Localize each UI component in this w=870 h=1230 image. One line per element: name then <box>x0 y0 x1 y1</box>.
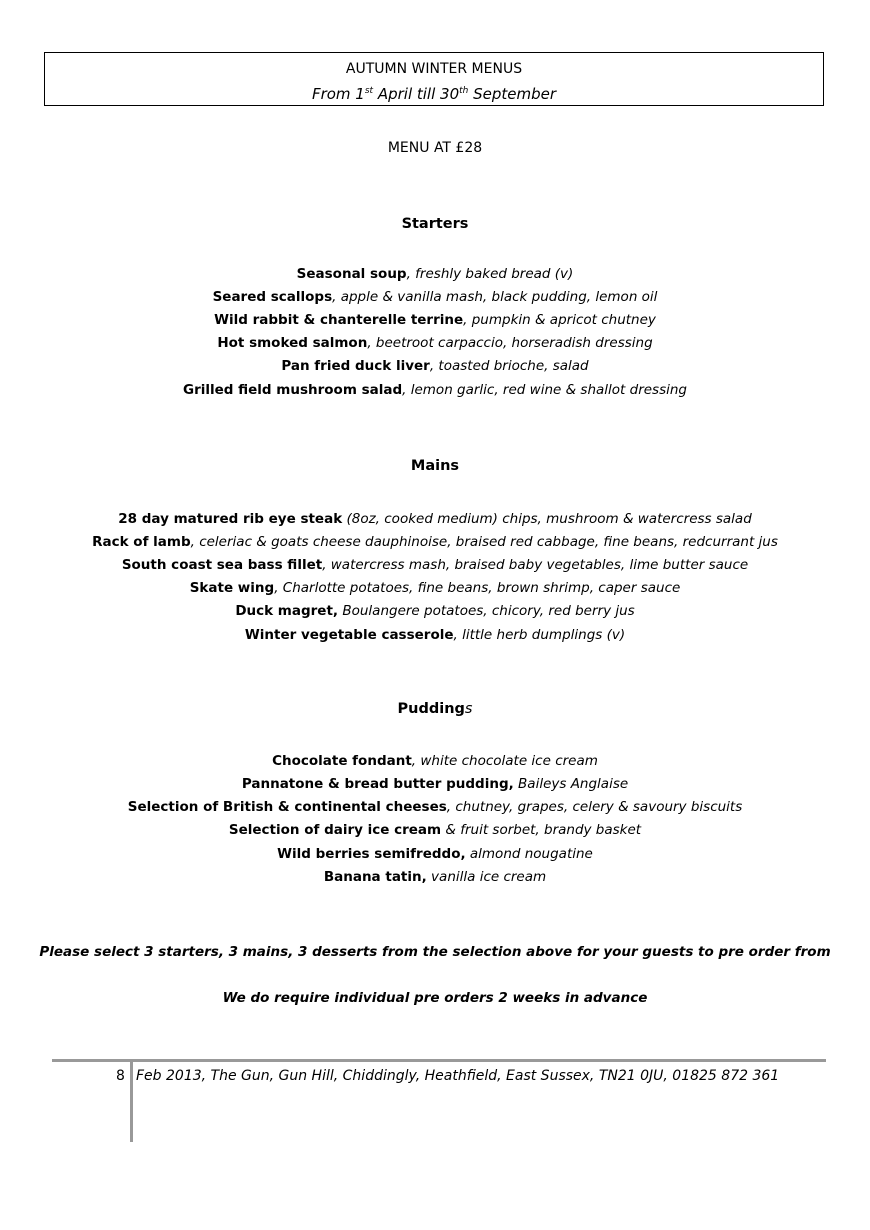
item-desc: , pumpkin & apricot chutney <box>463 312 656 328</box>
item-desc: , Charlotte potatoes, fine beans, brown shrimp, caper sauce <box>274 580 681 596</box>
date-to-suffix: th <box>459 86 469 96</box>
item-desc: , toasted brioche, salad <box>429 358 589 374</box>
footer-divider <box>52 1059 826 1062</box>
item-desc: , freshly baked bread (v) <box>406 266 574 282</box>
item-desc: , celeriac & goats cheese dauphinoise, braised red cabbage, fine beans, redcurrant jus <box>190 534 778 550</box>
item-name: Pan fried duck liver <box>281 358 430 374</box>
main-item <box>0 603 870 619</box>
item-desc: , little herb dumplings (v) <box>453 627 626 643</box>
starters-heading: Starters <box>401 216 469 232</box>
menu-price: MENU AT £28 <box>387 140 483 156</box>
pudding-item <box>0 776 870 792</box>
main-item <box>0 627 870 643</box>
item-name: Chocolate fondant <box>272 753 412 769</box>
main-item <box>0 557 870 573</box>
main-item <box>0 511 870 527</box>
selection-note: Please select 3 starters, 3 mains, 3 desserts from the selection above for your guests to pre order from <box>39 944 831 960</box>
mains-heading: Mains <box>410 458 460 474</box>
item-name: Grilled field mushroom salad <box>183 382 403 398</box>
starter-item <box>0 266 870 282</box>
starter-item <box>0 382 870 398</box>
preorder-note: We do require individual pre orders 2 weeks in advance <box>222 990 648 1006</box>
pudding-item <box>0 753 870 769</box>
puddings-heading <box>0 701 870 717</box>
pudding-item <box>0 822 870 838</box>
item-desc: Boulangere potatoes, chicory, red berry jus <box>338 603 635 619</box>
puddings-heading-text: Pudding <box>397 701 465 717</box>
item-desc: & fruit sorbet, brandy basket <box>441 822 642 838</box>
item-name: Banana tatin, <box>323 869 427 885</box>
pudding-item <box>0 799 870 815</box>
item-desc: , apple & vanilla mash, black pudding, lemon oil <box>332 289 658 305</box>
item-name: Pannatone & bread butter pudding, <box>241 776 514 792</box>
date-from-text: From 1 <box>311 85 365 103</box>
item-name: Seared scallops <box>212 289 333 305</box>
item-desc: Baileys Anglaise <box>513 776 629 792</box>
puddings-heading-tail: s <box>464 701 473 717</box>
item-desc: , chutney, grapes, celery & savoury biscuits <box>446 799 743 815</box>
item-name: 28 day matured rib eye steak <box>118 511 343 527</box>
starter-item <box>0 289 870 305</box>
item-desc: vanilla ice cream <box>426 869 547 885</box>
item-name: Rack of lamb <box>92 534 191 550</box>
date-from-suffix: st <box>364 86 374 96</box>
main-item <box>0 580 870 596</box>
header-box <box>44 52 824 106</box>
item-desc: , white chocolate ice cream <box>411 753 598 769</box>
footer-vertical-divider <box>130 1062 133 1142</box>
menu-date-range <box>45 85 823 103</box>
item-name: Duck magret, <box>235 603 339 619</box>
starter-item <box>0 312 870 328</box>
item-name: Wild rabbit & chanterelle terrine <box>214 312 464 328</box>
item-name: Selection of dairy ice cream <box>228 822 442 838</box>
starter-item <box>0 335 870 351</box>
item-name: Selection of British & continental cheeses <box>127 799 447 815</box>
page-number: 8 <box>116 1068 125 1084</box>
date-end-text: September <box>468 85 557 103</box>
menu-title: AUTUMN WINTER MENUS <box>345 61 523 77</box>
item-desc: almond nougatine <box>465 846 593 862</box>
item-desc: (8oz, cooked medium) chips, mushroom & watercress salad <box>342 511 752 527</box>
item-desc: , watercress mash, braised baby vegetables, lime butter sauce <box>322 557 749 573</box>
item-name: South coast sea bass fillet <box>121 557 323 573</box>
item-name: Wild berries semifreddo, <box>277 846 466 862</box>
date-mid-text: April till 30 <box>373 85 460 103</box>
main-item <box>0 534 870 550</box>
pudding-item <box>0 846 870 862</box>
item-name: Skate wing <box>189 580 275 596</box>
pudding-item <box>0 869 870 885</box>
item-name: Winter vegetable casserole <box>244 627 454 643</box>
item-name: Hot smoked salmon <box>217 335 368 351</box>
item-desc: , beetroot carpaccio, horseradish dressing <box>367 335 653 351</box>
item-name: Seasonal soup <box>296 266 407 282</box>
footer-address: Feb 2013, The Gun, Gun Hill, Chiddingly, Heathfield, East Sussex, TN21 0JU, 01825 872 361 <box>136 1068 780 1084</box>
item-desc: , lemon garlic, red wine & shallot dressing <box>402 382 687 398</box>
starter-item <box>0 358 870 374</box>
